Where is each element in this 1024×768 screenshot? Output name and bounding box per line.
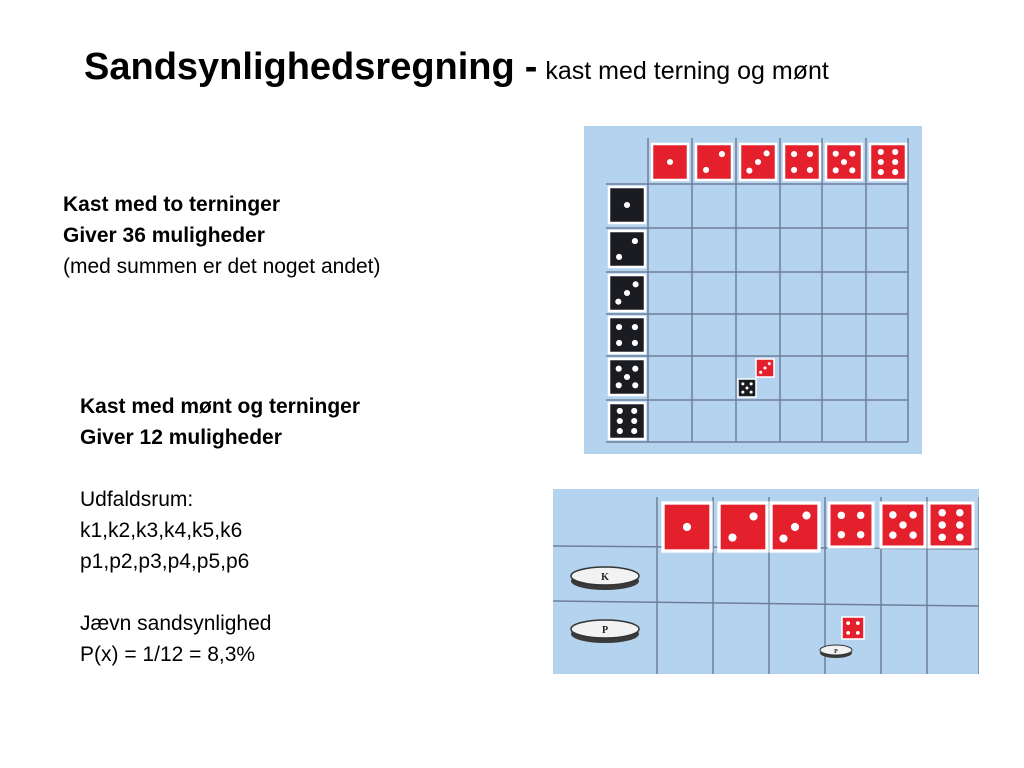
two-dice-grid <box>584 126 922 454</box>
sample-space-k: k1,k2,k3,k4,k5,k6 <box>80 519 243 542</box>
two-dice-note: (med summen er det noget andet) <box>63 255 381 278</box>
uniform-probability-label: Jævn sandsynlighed <box>80 612 272 635</box>
coin-grid-red-die-3-icon <box>771 503 819 551</box>
red-die-3-icon <box>740 144 776 180</box>
coin-dice-grid-figure <box>553 489 979 674</box>
black-die-2-icon <box>609 231 645 267</box>
coin-dice-heading: Kast med mønt og terninger <box>80 395 361 418</box>
probability-formula: P(x) = 1/12 = 8,3% <box>80 643 256 666</box>
two-dice-text <box>63 189 381 282</box>
coin-p-label: P <box>601 625 609 636</box>
black-die-1-icon <box>609 187 645 223</box>
small-coin-icon <box>820 645 852 658</box>
coin-grid-red-die-1-icon <box>663 503 711 551</box>
two-dice-outcomes: Giver 36 muligheder <box>63 224 265 247</box>
coin-grid-red-die-2-icon <box>719 503 767 551</box>
coin-dice-outcomes: Giver 12 muligheder <box>80 426 282 449</box>
black-die-6-icon <box>609 403 645 439</box>
red-die-5-icon <box>826 144 862 180</box>
coin-grid-red-die-5-icon <box>881 503 925 547</box>
red-die-6-icon <box>870 144 906 180</box>
black-die-4-icon <box>609 317 645 353</box>
coin-k-icon <box>571 567 639 590</box>
coin-dice-grid <box>553 489 979 674</box>
sample-space-label: Udfaldsrum: <box>80 488 194 511</box>
example-red-die-icon <box>756 359 774 377</box>
coin-example-red-die-icon <box>842 617 864 639</box>
red-die-1-icon <box>652 144 688 180</box>
coin-grid-red-die-6-icon <box>929 503 973 547</box>
title-main: Sandsynlighedsregning <box>84 46 515 88</box>
coin-grid-red-die-4-icon <box>829 503 873 547</box>
coin-k-label: K <box>601 572 609 583</box>
two-dice-grid-figure <box>584 126 922 454</box>
slide-title <box>84 46 829 89</box>
coin-red-die-header-row <box>663 503 973 551</box>
two-dice-heading: Kast med to terninger <box>63 193 281 216</box>
coin-dice-text <box>80 391 360 670</box>
black-die-5-icon <box>609 359 645 395</box>
black-die-3-icon <box>609 275 645 311</box>
small-coin-label: P <box>834 649 838 655</box>
title-dash: - <box>524 46 538 88</box>
red-die-4-icon <box>784 144 820 180</box>
example-black-die-icon <box>738 379 756 397</box>
sample-space-p: p1,p2,p3,p4,p5,p6 <box>80 550 250 573</box>
red-die-2-icon <box>696 144 732 180</box>
title-subtitle: kast med terning og mønt <box>545 57 829 85</box>
coin-p-icon <box>571 620 639 643</box>
